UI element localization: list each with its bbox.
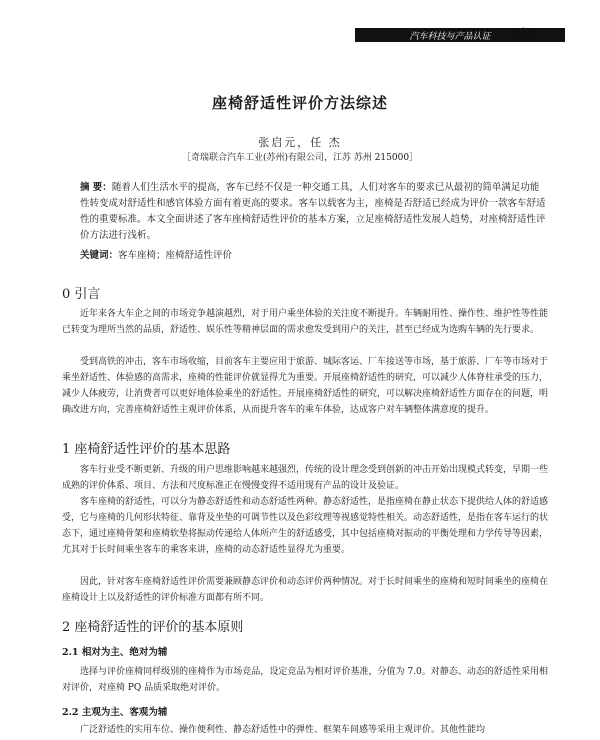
- section-heading-2: 2 座椅舒适性的评价的基本原则: [62, 620, 244, 635]
- paragraph: 受到高铁的冲击，客车市场收缩，目前客车主要应用于旅游、城际客运、厂车接送等市场，基于旅游、厂车等市场对于乘坐舒适性、体验感的高需求，座椅的性能评价就显得尤为重要。开展座椅舒适性的研究，可以减少人体脊柱承受的压力，减少人体疲劳，让消费者可以更好地体验乘坐的舒适性。开展座椅舒适性的研究，可以解决座椅舒适性方面存在的问题，明确改进方向，完善座椅舒适性主观评价体系，从而提升客车的乘车体验，达成客户对车辆整体满意度的提升。: [62, 357, 549, 415]
- paragraph: 选择与评价座椅同样级别的座椅作为市场竞品，设定竞品为相对评价基准，分值为 7.0。对静态、动态的舒适性采用相对评价，对座椅 PQ 品质采取绝对评价。: [62, 667, 548, 693]
- section-heading-0: 0 引言: [62, 287, 101, 302]
- paragraph: 因此，针对客车座椅舒适性评价需要兼顾静态评价和动态评价两种情况。对于长时间乘坐的座椅和短时间乘坐的座椅在座椅设计上以及舒适性的评价标准方面都有所不同。: [62, 577, 549, 603]
- affiliation: ［奇瑞联合汽车工业(苏州)有限公司，江苏 苏州 215000］: [181, 153, 419, 163]
- journal-name: 汽车科技与产品认证: [409, 31, 491, 42]
- paragraph: 广泛舒适性的实用车位、操作便利性、静态舒适性中的弹性、框架车间感等采用主观评价。其他性能均: [80, 725, 486, 735]
- abstract-label: 摘 要：: [80, 182, 112, 193]
- keywords-text: 客车座椅；座椅舒适性评价: [118, 250, 233, 261]
- subsection-heading-2-1: 2.1 相对为主、绝对为辅: [62, 647, 168, 658]
- authors: 张启元，任 杰: [258, 136, 342, 149]
- subsection-heading-2-2: 2.2 主观为主、客观为辅: [62, 707, 168, 718]
- paragraph: 近年来各大车企之间的市场竞争越演越烈，对于用户乘坐体验的关注度不断提升。车辆耐用性、操作性、维护性等性能已转变为理所当然的品质，舒适性、娱乐性等精神层面的需求愈发受到用户的关注，甚至已经成为选购车辆的先行要求。: [62, 309, 549, 335]
- paragraph: 客车座椅的舒适性，可以分为静态舒适性和动态舒适性两种。静态舒适性，是指座椅在静止状态下提供给人体的舒适感受，它与座椅的几何形状特征、靠背及坐垫的可调节性以及色彩纹理等视感觉特性相关。动态舒适性，是指在客车运行的状态下，通过座椅骨架和座椅软垫将振动传递给人体所产生的舒适感受，其中包括座椅对振动的平衡处理和力学传导等因素，尤其对于长时间乘坐客车的乘客来讲，座椅的动态舒适性显得尤为重要。: [62, 497, 549, 555]
- keywords-label: 关键词：: [80, 250, 119, 261]
- paper-title: 座椅舒适性评价方法综述: [211, 94, 388, 112]
- paragraph: 客车行业受不断更新、升级的用户思维影响越来越强烈，传统的设计理念受到创新的冲击开始出现模式转变，早期一些成熟的评价体系、项目、方法和尺度标准正在慢慢变得不适用现有产品的设计及验证。: [62, 465, 549, 491]
- abstract-text: 随着人们生活水平的提高，客车已经不仅是一种交通工具，人们对客车的要求已从最初的简单满足功能性转变成对舒适性和感官体验方面有着更高的要求。客车以载客为主，座椅是否舒适已经成为评价一款客车舒适性的重要标准。本文全面讲述了客车座椅舒适性评价的基本方案，立足座椅舒适性发展人趋势，对座椅舒适性评价方法进行浅析。: [80, 182, 546, 241]
- page-number: · 219 ·: [506, 26, 541, 39]
- keywords: [80, 247, 548, 261]
- abstract: [80, 180, 548, 244]
- section-heading-1: 1 座椅舒适性评价的基本思路: [62, 442, 231, 457]
